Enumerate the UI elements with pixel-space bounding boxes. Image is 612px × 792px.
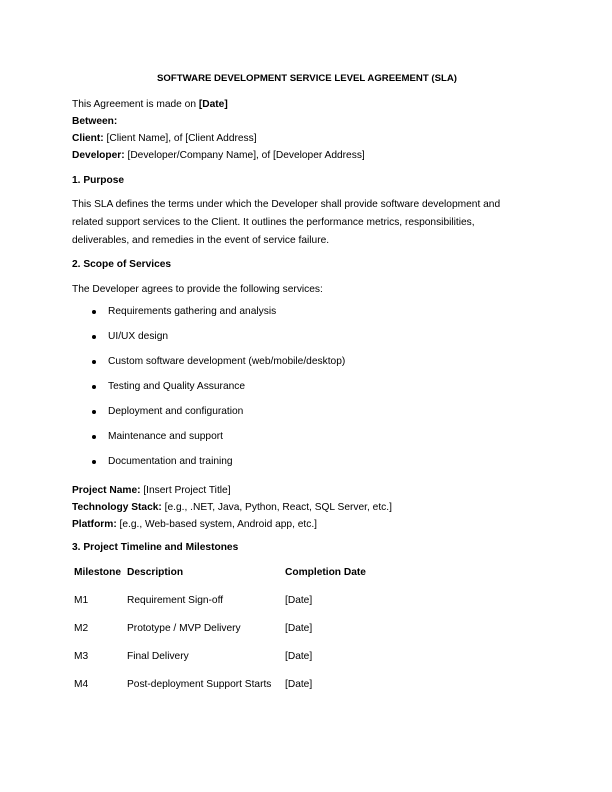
milestones-table xyxy=(74,566,405,706)
between-label: Between: xyxy=(72,116,118,127)
table-header-row xyxy=(74,566,405,594)
list-item: Requirements gathering and analysis xyxy=(72,305,345,330)
milestone-description: Requirement Sign-off xyxy=(127,595,224,606)
client-label: Client: xyxy=(72,133,104,144)
developer-line xyxy=(72,147,365,164)
client-line xyxy=(72,130,365,147)
column-header-description: Description xyxy=(127,567,184,578)
purpose-heading: 1. Purpose xyxy=(72,175,125,186)
project-name-line xyxy=(72,482,392,499)
milestone-id: M3 xyxy=(74,651,89,662)
list-item: Testing and Quality Assurance xyxy=(72,380,345,405)
project-name-value: [Insert Project Title] xyxy=(140,485,231,496)
column-header-milestone: Milestone xyxy=(74,567,121,578)
scope-heading: 2. Scope of Services xyxy=(72,259,172,270)
purpose-line: related support services to the Client. It outlines the performance metrics, responsibilities, xyxy=(72,217,475,228)
services-list xyxy=(72,305,345,480)
table-row xyxy=(74,678,405,706)
milestone-description: Prototype / MVP Delivery xyxy=(127,623,241,634)
milestone-description: Final Delivery xyxy=(127,651,189,662)
milestone-date: [Date] xyxy=(285,623,313,634)
list-item: Deployment and configuration xyxy=(72,405,345,430)
purpose-paragraph xyxy=(72,196,544,250)
tech-stack-line xyxy=(72,499,392,516)
document-page xyxy=(72,0,542,792)
client-value: [Client Name], of [Client Address] xyxy=(103,133,257,144)
timeline-heading: 3. Project Timeline and Milestones xyxy=(72,542,239,553)
milestone-description: Post-deployment Support Starts xyxy=(127,679,272,690)
agreement-date-line xyxy=(72,96,365,113)
milestone-date: [Date] xyxy=(285,651,313,662)
table-row xyxy=(74,622,405,650)
table-row xyxy=(74,594,405,622)
milestone-id: M2 xyxy=(74,623,89,634)
milestone-id: M1 xyxy=(74,595,89,606)
milestone-id: M4 xyxy=(74,679,89,690)
milestone-date: [Date] xyxy=(285,679,313,690)
document-title: SOFTWARE DEVELOPMENT SERVICE LEVEL AGREEMENT (SLA) xyxy=(157,73,457,84)
agreement-intro xyxy=(72,96,365,164)
table-row xyxy=(74,650,405,678)
purpose-line: This SLA defines the terms under which the Developer shall provide software development and xyxy=(72,199,501,210)
list-item: Custom software development (web/mobile/desktop) xyxy=(72,355,345,380)
agreement-date-prefix: This Agreement is made on xyxy=(72,99,199,110)
platform-line xyxy=(72,516,392,533)
milestone-date: [Date] xyxy=(285,595,313,606)
list-item: Maintenance and support xyxy=(72,430,345,455)
tech-stack-label: Technology Stack: xyxy=(72,502,162,513)
platform-label: Platform: xyxy=(72,519,117,530)
platform-value: [e.g., Web-based system, Android app, etc.] xyxy=(116,519,317,530)
column-header-completion-date: Completion Date xyxy=(285,567,366,578)
project-details xyxy=(72,482,392,533)
project-name-label: Project Name: xyxy=(72,485,141,496)
scope-intro: The Developer agrees to provide the following services: xyxy=(72,284,323,295)
list-item: UI/UX design xyxy=(72,330,345,355)
list-item: Documentation and training xyxy=(72,455,345,480)
developer-label: Developer: xyxy=(72,150,125,161)
purpose-line: deliverables, and remedies in the event of service failure. xyxy=(72,235,330,246)
tech-stack-value: [e.g., .NET, Java, Python, React, SQL Server, etc.] xyxy=(161,502,392,513)
developer-value: [Developer/Company Name], of [Developer Address] xyxy=(124,150,365,161)
agreement-date: [Date] xyxy=(198,99,228,110)
